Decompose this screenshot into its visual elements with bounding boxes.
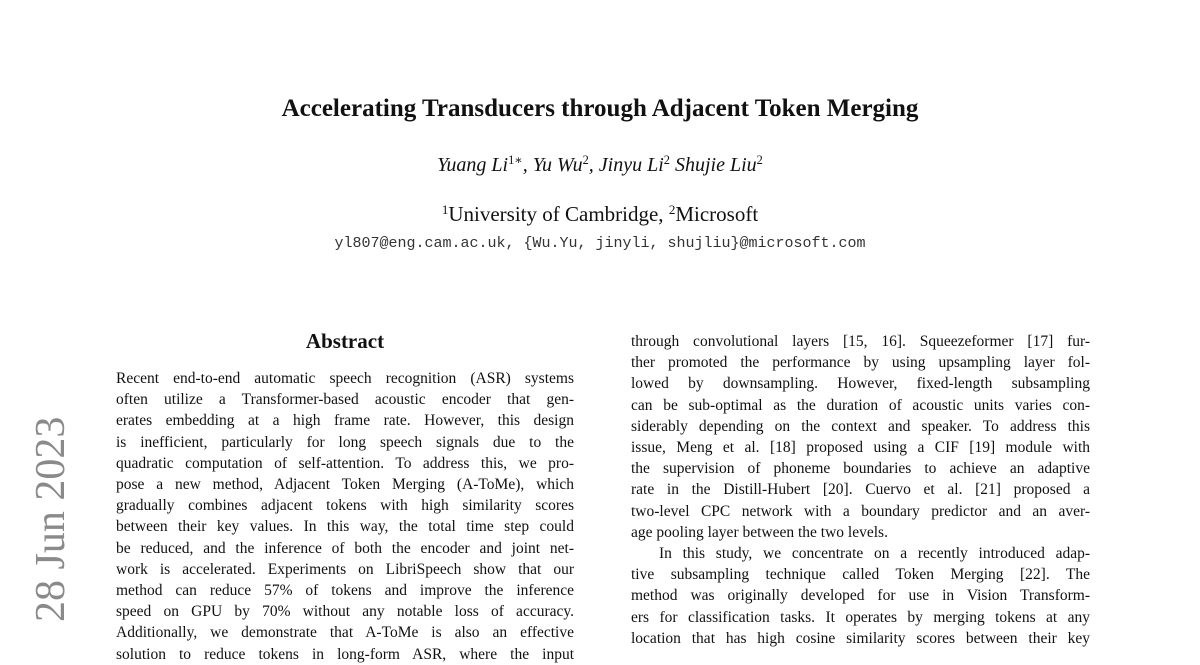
author-emails: yl807@eng.cam.ac.uk, {Wu.Yu, jinyli, shujliu}@microsoft.com: [334, 235, 866, 252]
body-line: through convolutional layers [15, 16]. Squeezeformer [17] fur-: [631, 333, 1090, 350]
body-line: ther promoted the performance by using upsampling layer fol-: [631, 354, 1090, 372]
affiliation-name: Microsoft: [675, 202, 759, 226]
abstract-line: speed on GPU by 70% without any notable loss of accuracy.: [116, 603, 574, 621]
affiliation-name: University of Cambridge,: [448, 202, 669, 226]
body-line: method was originally developed for use in Vision Transform-: [631, 587, 1090, 605]
abstract-line: gradually combines adjacent tokens with high similarity scores: [116, 497, 574, 515]
author-name: Jinyu Li: [598, 154, 664, 176]
abstract-line: work is accelerated. Experiments on LibriSpeech show that our: [116, 560, 574, 578]
author-affiliation-mark: 1∗: [508, 153, 523, 168]
body-line: issue, Meng et al. [18] proposed using a CIF [19] module with: [631, 439, 1090, 457]
affiliation-mark: 1: [441, 201, 449, 217]
abstract-body: [116, 368, 574, 665]
abstract-line: erates embedding at a high frame rate. However, this design: [116, 412, 574, 430]
abstract-line: pose a new method, Adjacent Token Merging (A-ToMe), which: [116, 476, 574, 494]
body-line: two-level CPC network with a boundary predictor and an aver-: [631, 502, 1090, 520]
body-line: age pooling layer between the two levels.: [631, 523, 888, 541]
affiliation-mark: 2: [668, 201, 676, 217]
body-line: ers for classification tasks. It operates by merging tokens at any: [631, 608, 1090, 626]
author-name: Yu Wu: [532, 154, 583, 176]
author-name: Yuang Li: [437, 154, 509, 176]
body-line: location that has high cosine similarity scores between their key: [631, 629, 1090, 647]
abstract-line: Recent end-to-end automatic speech recognition (ASR) systems: [116, 370, 574, 387]
abstract-line: method can reduce 57% of tokens and improve the inference: [116, 582, 574, 600]
abstract-line: be reduced, and the inference of both the encoder and joint net-: [116, 539, 574, 557]
author-name: Shujie Liu: [674, 154, 757, 176]
body-line: In this study, we concentrate on a recently introduced adap-: [659, 545, 1090, 563]
author-affiliation-mark: 2: [582, 153, 589, 168]
abstract-line: solution to reduce tokens in long-form ASR, where the input: [116, 645, 574, 663]
abstract-line: quadratic computation of self-attention. To address this, we pro-: [116, 454, 574, 472]
author-separator: ,: [522, 154, 533, 176]
body-line: rate in the Distill-Hubert [20]. Cuervo et al. [21] proposed a: [631, 481, 1090, 499]
abstract-line: Additionally, we demonstrate that A-ToMe is also an effective: [116, 624, 574, 642]
author-list: [0, 152, 1200, 178]
abstract-line: often utilize a Transformer-based acoustic encoder that gen-: [116, 391, 574, 409]
affiliations: [0, 201, 1200, 227]
abstract-line: is inefficient, particularly for long speech signals due to the: [116, 433, 574, 451]
body-line: can be sub-optimal as the duration of acoustic units varies con-: [631, 396, 1090, 414]
body-line: tive subsampling technique called Token Merging [22]. The: [631, 566, 1090, 584]
arxiv-date-stamp: 28 Jun 2023: [28, 416, 74, 622]
author-affiliation-mark: 2: [756, 153, 763, 168]
abstract-heading: Abstract: [305, 329, 385, 353]
abstract-line: between their key values. In this way, the total time step could: [116, 518, 574, 536]
body-line: siderably depending on the context and speaker. To address this: [631, 417, 1090, 435]
paper-title: Accelerating Transducers through Adjacent Token Merging: [281, 95, 919, 122]
intro-body: [631, 331, 1090, 649]
author-affiliation-mark: 2: [663, 153, 670, 168]
body-line: lowed by downsampling. However, fixed-length subsampling: [631, 375, 1090, 393]
body-line: the supervision of phoneme boundaries to achieve an adaptive: [631, 460, 1090, 478]
author-separator: ,: [588, 154, 599, 176]
